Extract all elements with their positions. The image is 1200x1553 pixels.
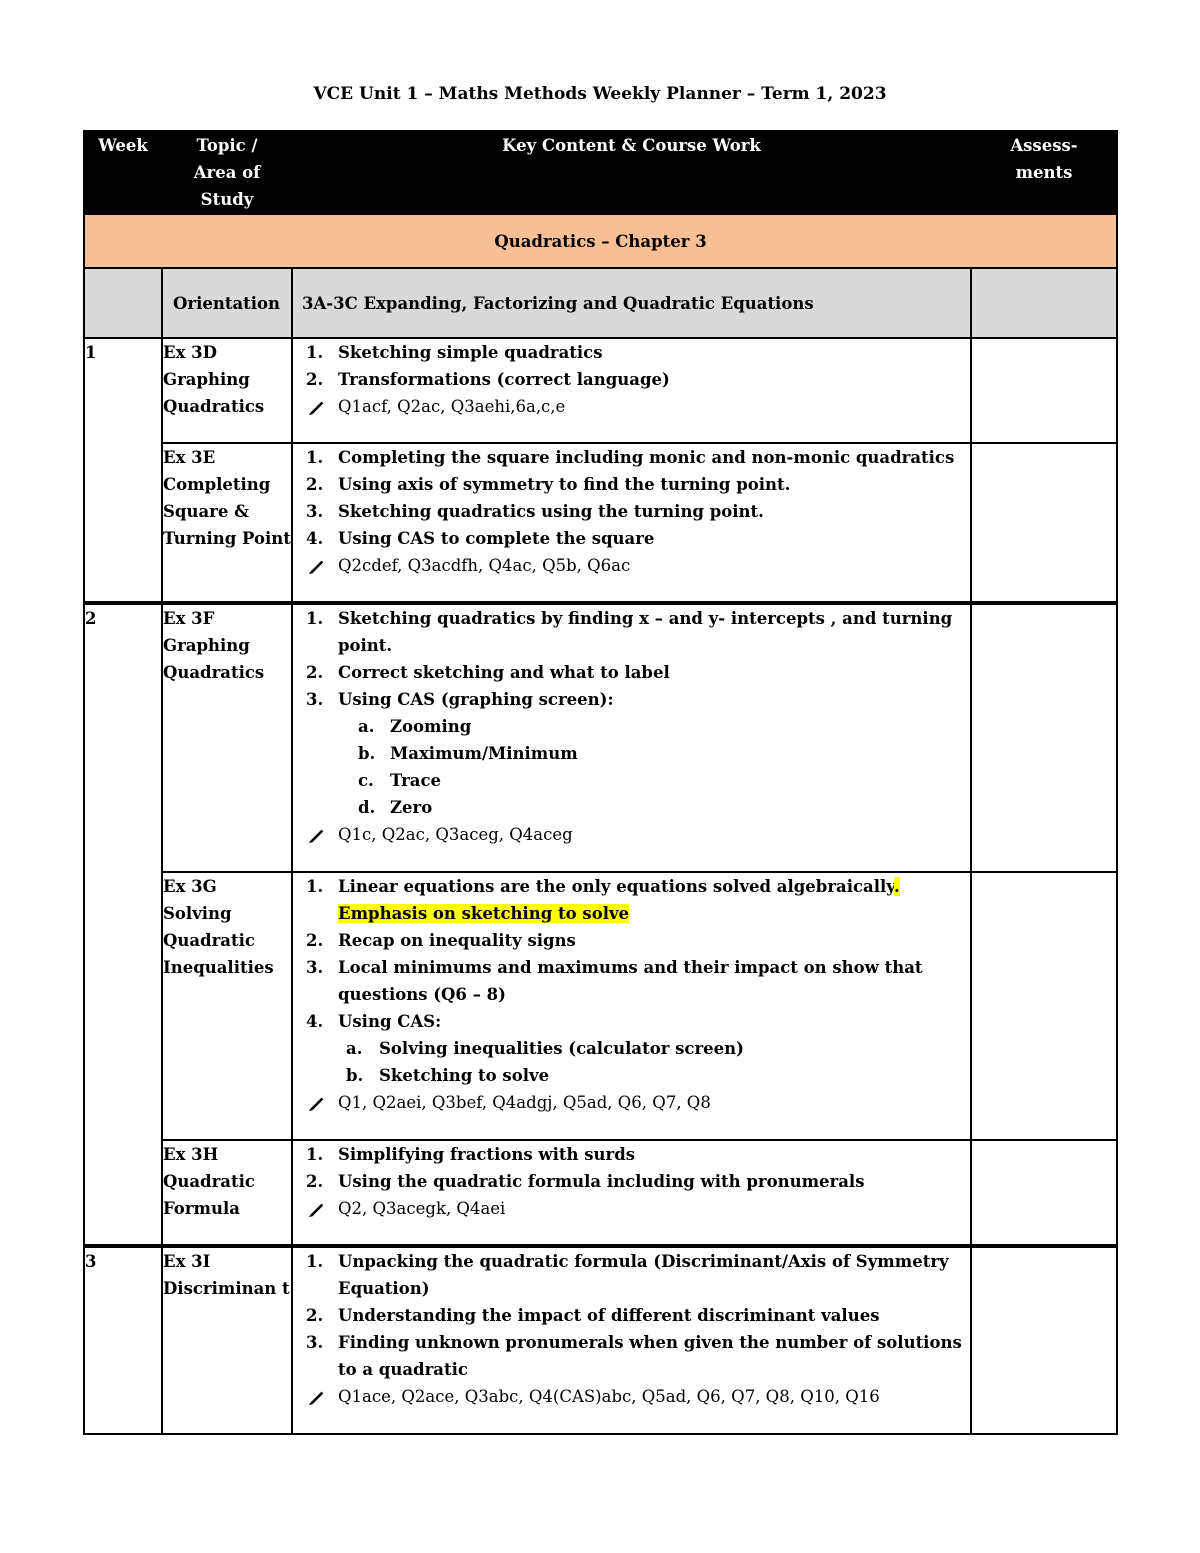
item-text: Correct sketching and what to label (338, 663, 670, 682)
item-letter: a. (358, 717, 375, 736)
list-item (293, 339, 970, 366)
topic-cell: Ex 3I Discriminan t (162, 1246, 292, 1434)
assessment-cell (971, 603, 1117, 872)
item-number: 1. (306, 448, 324, 467)
item-text: Using CAS to complete the square (338, 529, 655, 548)
sub-list (338, 1035, 970, 1089)
exercise-list (293, 1383, 970, 1410)
sub-item-text: Sketching to solve (379, 1066, 550, 1085)
item-text: Using CAS: (338, 1012, 442, 1031)
content-cell (292, 872, 971, 1140)
list-item (293, 498, 970, 525)
content-cell (292, 1140, 971, 1246)
item-number: 4. (306, 1012, 324, 1031)
content-list (293, 873, 970, 1089)
orientation-week (84, 268, 162, 338)
sub-list-item (293, 767, 970, 794)
assessment-cell (971, 338, 1117, 443)
item-number: 1. (306, 1252, 324, 1271)
section-label: Quadratics – Chapter 3 (84, 214, 1117, 268)
exercise-text: Q1c, Q2ac, Q3aceg, Q4aceg (338, 825, 573, 844)
item-text: Local minimums and maximums and their impact on show that questions (Q6 – 8) (338, 958, 923, 1004)
topic-cell: Ex 3H Quadratic Formula (162, 1140, 292, 1246)
content-list (293, 444, 970, 552)
item-number: 4. (306, 529, 324, 548)
table-row (84, 443, 1117, 603)
item-letter: b. (358, 744, 376, 763)
exercise-text: Q1, Q2aei, Q3bef, Q4adgj, Q5ad, Q6, Q7, Q8 (338, 1093, 711, 1112)
sub-list-item (293, 713, 970, 740)
pencil-icon (307, 1200, 327, 1218)
orientation-content: 3A-3C Expanding, Factorizing and Quadratic Equations (292, 268, 971, 338)
list-item (293, 605, 970, 659)
content-cell (292, 443, 971, 603)
orientation-topic: Orientation (162, 268, 292, 338)
item-text: Transformations (correct language) (338, 370, 670, 389)
document-title: VCE Unit 1 – Maths Methods Weekly Planner – Term 1, 2023 (313, 84, 887, 104)
week-number: 3 (84, 1246, 162, 1434)
highlighted-text: . Emphasis on sketching to solve (338, 877, 900, 923)
item-text: Sketching quadratics by finding x – and y- intercepts , and turning point. (338, 609, 953, 655)
content-cell (292, 1246, 971, 1434)
sub-item-text: Solving inequalities (calculator screen) (379, 1039, 744, 1058)
list-item (293, 927, 970, 954)
content-list (293, 339, 970, 393)
list-item (293, 659, 970, 686)
list-item (293, 1329, 970, 1383)
item-text: Understanding the impact of different discriminant values (338, 1306, 880, 1325)
list-item (293, 366, 970, 393)
item-letter: d. (358, 798, 376, 817)
item-number: 2. (306, 931, 324, 950)
item-number: 3. (306, 502, 324, 521)
orientation-row (84, 268, 1117, 338)
exercise-text: Q2cdef, Q3acdfh, Q4ac, Q5b, Q6ac (338, 556, 631, 575)
sub-list-item (293, 1062, 970, 1089)
sub-list-item (293, 740, 970, 767)
item-number: 2. (306, 475, 324, 494)
topic-cell: Ex 3G Solving Quadratic Inequalities (162, 872, 292, 1140)
pencil-icon (307, 826, 327, 844)
list-item (293, 1302, 970, 1329)
pencil-icon (307, 557, 327, 575)
list-item (293, 954, 970, 1008)
exercise-list (293, 821, 970, 848)
sub-list-item (293, 794, 970, 821)
table-row (84, 872, 1117, 1140)
table-row (84, 603, 1117, 872)
item-text: Sketching quadratics using the turning point. (338, 502, 764, 521)
item-number: 3. (306, 1333, 324, 1352)
list-item (293, 444, 970, 471)
content-list (293, 605, 970, 821)
week-number: 1 (84, 338, 162, 603)
exercise-list (293, 552, 970, 579)
sub-list-item (293, 1035, 970, 1062)
item-text: Simplifying fractions with surds (338, 1145, 636, 1164)
header-content: Key Content & Course Work (292, 131, 971, 214)
list-item (293, 1248, 970, 1302)
item-number: 3. (306, 958, 324, 977)
section-row (84, 214, 1117, 268)
list-item (293, 471, 970, 498)
pencil-icon (307, 398, 327, 416)
list-item (293, 525, 970, 552)
exercise-text: Q1ace, Q2ace, Q3abc, Q4(CAS)abc, Q5ad, Q6, Q7, Q8, Q10, Q16 (338, 1387, 880, 1406)
header-topic: Topic / Area of Study (162, 131, 292, 214)
content-cell (292, 338, 971, 443)
assessment-cell (971, 1140, 1117, 1246)
item-text: Linear equations are the only equations solved algebraically (338, 877, 894, 896)
content-list (293, 1141, 970, 1195)
list-item (293, 686, 970, 821)
exercise-list (293, 1089, 970, 1116)
item-text: Using the quadratic formula including with pronumerals (338, 1172, 865, 1191)
item-number: 1. (306, 343, 324, 362)
exercise-text: Q1acf, Q2ac, Q3aehi,6a,c,e (338, 397, 566, 416)
exercise-list (293, 1195, 970, 1222)
exercise-text: Q2, Q3acegk, Q4aei (338, 1199, 506, 1218)
table-row (84, 1140, 1117, 1246)
item-number: 2. (306, 1172, 324, 1191)
item-text: Unpacking the quadratic formula (Discriminant/Axis of Symmetry Equation) (338, 1252, 949, 1298)
list-item (293, 1168, 970, 1195)
sub-item-text: Trace (390, 771, 442, 790)
list-item (293, 873, 970, 927)
item-number: 1. (306, 609, 324, 628)
item-text: Finding unknown pronumerals when given the number of solutions to a quadratic (338, 1333, 962, 1379)
list-item (293, 1141, 970, 1168)
orientation-assessment (971, 268, 1117, 338)
item-number: 2. (306, 1306, 324, 1325)
table-row (84, 338, 1117, 443)
header-row (84, 131, 1117, 214)
week-number: 2 (84, 603, 162, 1246)
item-text: Recap on inequality signs (338, 931, 576, 950)
item-letter: c. (358, 771, 374, 790)
content-list (293, 1248, 970, 1383)
sub-item-text: Zero (390, 798, 433, 817)
weekly-planner-table (83, 130, 1118, 1435)
sub-item-text: Maximum/Minimum (390, 744, 578, 763)
topic-cell: Ex 3E Completing Square & Turning Point (162, 443, 292, 603)
assessment-cell (971, 443, 1117, 603)
sub-item-text: Zooming (390, 717, 472, 736)
table-row (84, 1246, 1117, 1434)
item-letter: a. (346, 1039, 363, 1058)
item-number: 1. (306, 1145, 324, 1164)
topic-cell: Ex 3D Graphing Quadratics (162, 338, 292, 443)
header-week: Week (84, 131, 162, 214)
pencil-icon (307, 1094, 327, 1112)
item-number: 2. (306, 663, 324, 682)
assessment-cell (971, 1246, 1117, 1434)
list-item (293, 1008, 970, 1089)
item-text: Completing the square including monic and non-monic quadratics (338, 448, 955, 467)
item-number: 3. (306, 690, 324, 709)
item-text: Using CAS (graphing screen): (338, 690, 614, 709)
header-assessments: Assess-ments (971, 131, 1117, 214)
item-letter: b. (346, 1066, 364, 1085)
exercise-list (293, 393, 970, 420)
item-text: Using axis of symmetry to find the turning point. (338, 475, 791, 494)
item-number: 2. (306, 370, 324, 389)
sub-list (338, 713, 970, 821)
assessment-cell (971, 872, 1117, 1140)
pencil-icon (307, 1388, 327, 1406)
item-text: Sketching simple quadratics (338, 343, 603, 362)
content-cell (292, 603, 971, 872)
topic-cell: Ex 3F Graphing Quadratics (162, 603, 292, 872)
item-number: 1. (306, 877, 324, 896)
